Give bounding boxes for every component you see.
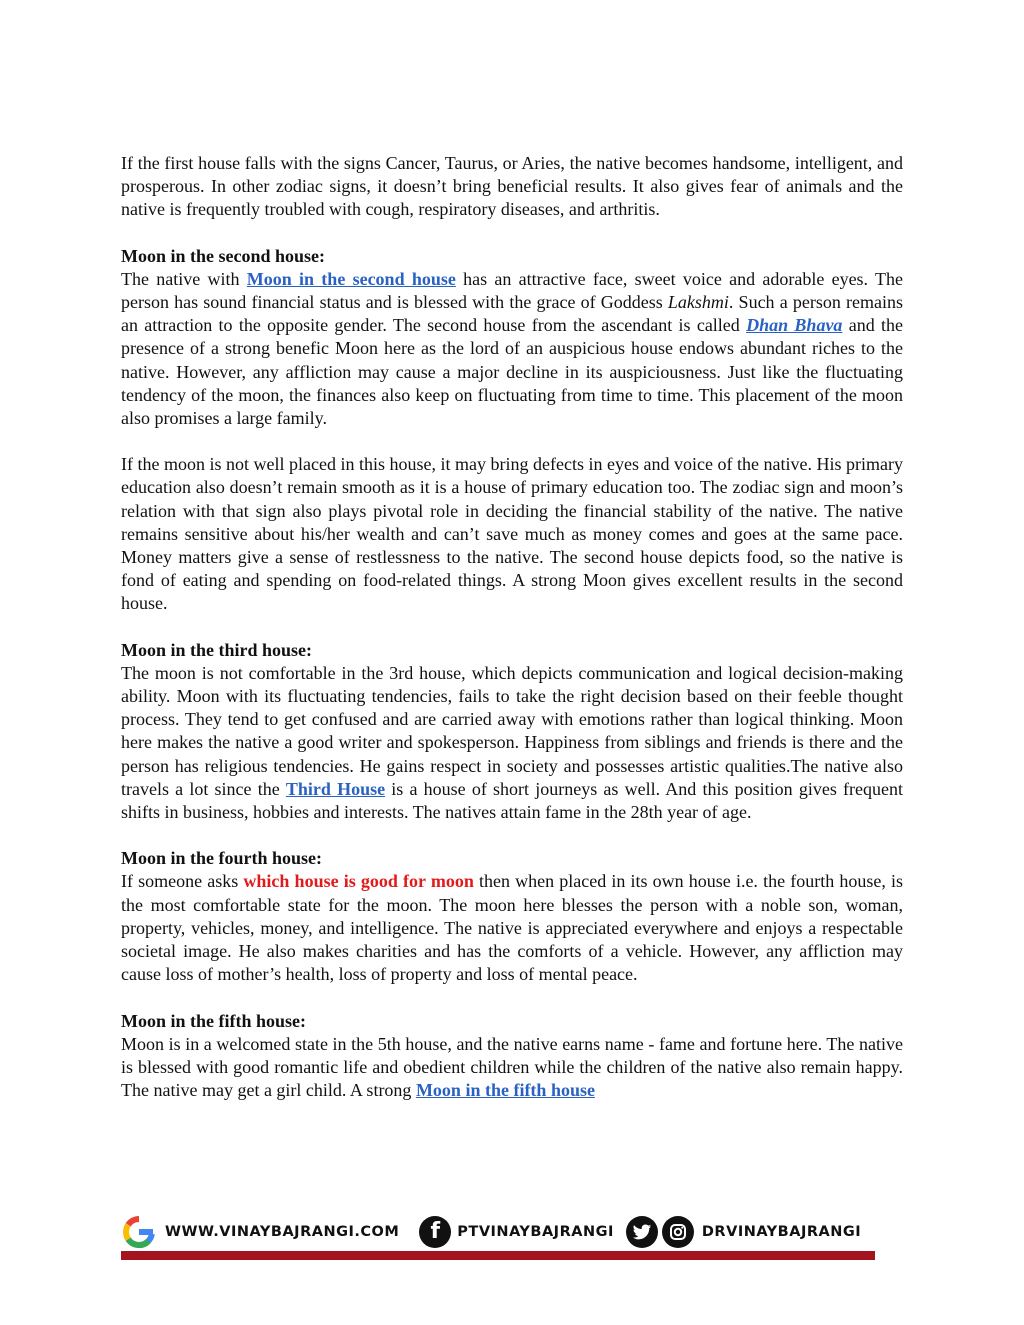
- heading-fifth-house: Moon in the fifth house:: [121, 1010, 307, 1031]
- text-span: has an attractive face, sweet voice and adorable eyes. The person has sound financial status and is blessed with the grace of Goddess: [121, 268, 903, 313]
- second-house-paragraph-1: [121, 268, 903, 430]
- footer-bar: [121, 1251, 875, 1260]
- text-span: If someone asks: [121, 871, 244, 892]
- footer-banner: [121, 1213, 875, 1260]
- fourth-house-paragraph: [121, 870, 903, 986]
- twitter-icon[interactable]: [626, 1216, 658, 1248]
- instagram-icon[interactable]: [662, 1216, 694, 1248]
- text-span: The native with: [121, 268, 247, 289]
- text-span: then when placed in its own house i.e. the fourth house, is the most comfortable state for the moon. The moon here blesses the person with a noble son, woman, property, vehicles, money, and intelligence. The native is appreciated everywhere and enjoys a respectable societal image. He also makes charities and has the comforts of a vehicle. However, any affliction may cause loss of mother’s health, loss of property and loss of mental peace.: [121, 871, 903, 985]
- heading-third-house: Moon in the third house:: [121, 639, 313, 660]
- link-third-house[interactable]: Third House: [285, 778, 386, 799]
- website-text[interactable]: WWW.VINAYBAJRANGI.COM: [165, 1224, 400, 1240]
- text-span: . Such a person remains an attraction to the opposite gender. The second house from the ascendant is called: [121, 292, 903, 336]
- italic-lakshmi: Lakshmi: [667, 292, 729, 313]
- second-house-paragraph-2: If the moon is not well placed in this house, it may bring defects in eyes and voice of the native. His primary education also doesn’t remain smooth as it is a house of primary education too. The zodiac sign and moon’s relation with that sign also plays pivotal role in deciding the financial stability of the native. The native remains sensitive about his/her wealth and can’t save much as money comes and goes at the same pace. Money matters give a sense of restlessness to the native. The second house depicts food, so the native is fond of eating and spending on food-related things. A strong Moon gives excellent results in the second house.: [121, 454, 903, 614]
- facebook-icon[interactable]: f: [419, 1216, 451, 1248]
- link-dhan-bhava[interactable]: Dhan Bhava: [746, 315, 843, 336]
- link-moon-fifth-house[interactable]: Moon in the fifth house: [415, 1080, 595, 1101]
- highlight-keyword: which house is good for moon: [243, 871, 474, 892]
- link-moon-second-house[interactable]: Moon in the second house: [246, 268, 456, 289]
- facebook-handle[interactable]: PTVINAYBAJRANGI: [457, 1224, 614, 1240]
- third-house-paragraph: [121, 662, 903, 824]
- text-span: The moon is not comfortable in the 3rd house, which depicts communication and logical decision-making ability. Moon with its fluctuating tendencies, fails to take the right decision based on their feeble thought process. They tend to get confused and are carried away with emotions rather than logical thinking. Moon here makes the native a good writer and spokesperson. Happiness from siblings and friends is there and the person has religious tendencies. He gains respect in society and possesses artistic qualities.The native also travels a lot since the: [121, 662, 903, 799]
- heading-fourth-house: Moon in the fourth house:: [121, 848, 323, 869]
- text-span: is a house of short journeys as well. And this position gives frequent shifts in business, hobbies and interests. The natives attain fame in the 28th year of age.: [121, 778, 903, 823]
- social-handle[interactable]: DRVINAYBAJRANGI: [701, 1224, 862, 1240]
- text-span: Moon is in a welcomed state in the 5th house, and the native earns name - fame and fortune here. The native is blessed with good romantic life and obedient children while the children of the native also remain happy. The native may get a girl child. A strong: [121, 1033, 903, 1101]
- footer-row: [121, 1213, 875, 1251]
- document-body: [121, 152, 903, 1102]
- fifth-house-paragraph: [121, 1033, 903, 1103]
- intro-paragraph: If the first house falls with the signs Cancer, Taurus, or Aries, the native becomes handsome, intelligent, and prosperous. In other zodiac signs, it doesn’t bring beneficial results. It also gives fear of animals and the native is frequently troubled with cough, respiratory diseases, and arthritis.: [121, 153, 903, 220]
- google-icon: [121, 1214, 157, 1250]
- text-span: and the presence of a strong benefic Moon here as the lord of an auspicious house endows abundant riches to the native. However, any affliction may cause a major decline in its auspiciousness. Just like the fluctuating tendency of the moon, the finances also keep on fluctuating from time to time. This placement of the moon also promises a large family.: [121, 315, 904, 429]
- heading-second-house: Moon in the second house:: [121, 245, 326, 266]
